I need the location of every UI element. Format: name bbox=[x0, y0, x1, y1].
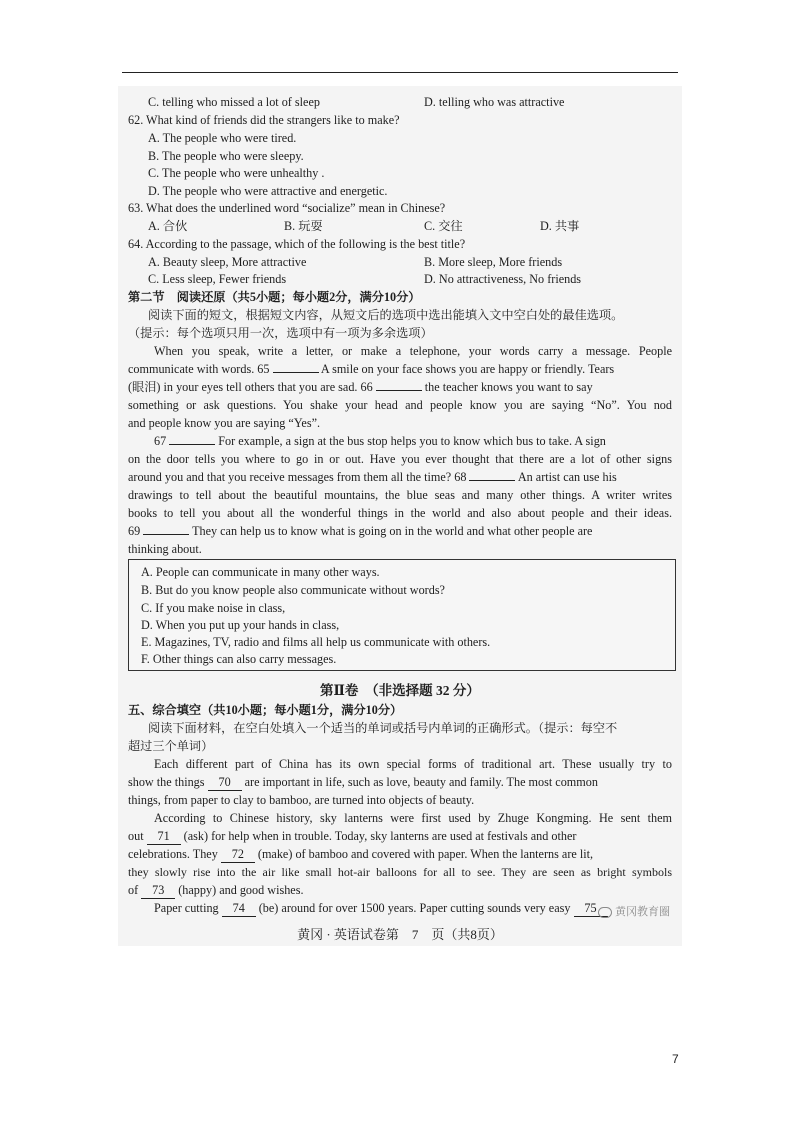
header-rule bbox=[122, 72, 678, 73]
option-b: B. But do you know people also communicate without words? bbox=[141, 583, 445, 597]
cloze-line: things, from paper to clay to bamboo, are turned into objects of beauty. bbox=[128, 793, 475, 807]
option-f: F. Other things can also carry messages. bbox=[141, 652, 337, 666]
passage-line: and people know you are saying “Yes”. bbox=[128, 416, 321, 430]
answer-blank-72[interactable]: 72 bbox=[221, 846, 255, 863]
passage-line: drawings to tell about the beautiful mountains, the blue seas and many other things. A writer writes bbox=[128, 488, 672, 502]
page-number: 7 bbox=[672, 1052, 679, 1066]
passage-line: around you and that you receive messages from them all the time? 68 An artist can use his bbox=[128, 470, 617, 484]
page-footer: 黄冈 · 英语试卷第 7 页（共8页） bbox=[297, 927, 503, 942]
q64-option-c: C. Less sleep, Fewer friends bbox=[148, 272, 287, 286]
cloze-line: of 73 (happy) and good wishes. bbox=[128, 883, 304, 897]
q62-option-b: B. The people who were sleepy. bbox=[148, 149, 304, 163]
answer-blank-68[interactable] bbox=[469, 480, 515, 481]
q63-option-c: C. 交往 bbox=[424, 219, 463, 233]
section2-heading: 第二节 阅读还原（共5小题；每小题2分，满分10分） bbox=[128, 290, 421, 304]
answer-blank-71[interactable]: 71 bbox=[147, 828, 181, 845]
answer-blank-73[interactable]: 73 bbox=[141, 882, 175, 899]
answer-blank-65[interactable] bbox=[273, 372, 319, 373]
q62-option-a: A. The people who were tired. bbox=[148, 131, 297, 145]
watermark: 黄冈教育圈 bbox=[598, 903, 670, 919]
q63-option-d: D. 共事 bbox=[540, 219, 580, 233]
q64-option-b: B. More sleep, More friends bbox=[424, 255, 563, 269]
option-a: A. People can communicate in many other ways. bbox=[141, 565, 380, 579]
q64-option-d: D. No attractiveness, No friends bbox=[424, 272, 582, 286]
option-c: C. If you make noise in class, bbox=[141, 601, 286, 615]
section5-heading: 五、综合填空（共10小题；每小题1分，满分10分） bbox=[128, 703, 403, 717]
cloze-line: According to Chinese history, sky lanterns were first used by Zhuge Kongming. He sent them bbox=[154, 811, 672, 825]
cloze-line: show the things 70 are important in life, such as love, beauty and family. The most common bbox=[128, 775, 598, 789]
passage-line: 69 They can help us to know what is going on in the world and what other people are bbox=[128, 524, 593, 538]
passage-line: 67 For example, a sign at the bus stop helps you to know which bus to take. A sign bbox=[154, 434, 606, 448]
answer-blank-74[interactable]: 74 bbox=[222, 900, 256, 917]
cloze-line: out 71 (ask) for help when in trouble. Today, sky lanterns are used at festivals and other bbox=[128, 829, 577, 843]
q62-option-d: D. The people who were attractive and energetic. bbox=[148, 184, 388, 198]
cloze-line: celebrations. They 72 (make) of bamboo and covered with paper. When the lanterns are lit, bbox=[128, 847, 594, 861]
passage-line: something or ask questions. You shake your head and people know you are saying “No”. You nod bbox=[128, 398, 672, 412]
answer-blank-75[interactable]: 75 bbox=[574, 900, 608, 917]
section5-instruction-cont: 超过三个单词） bbox=[128, 739, 214, 753]
answer-blank-70[interactable]: 70 bbox=[208, 774, 242, 791]
q61-option-d: D. telling who was attractive bbox=[424, 95, 565, 109]
option-e: E. Magazines, TV, radio and films all help us communicate with others. bbox=[141, 635, 491, 649]
section2-hint: （提示：每个选项只用一次，选项中有一项为多余选项） bbox=[128, 326, 433, 340]
q64-question: 64. According to the passage, which of the following is the best title? bbox=[128, 237, 466, 251]
options-box bbox=[128, 559, 676, 671]
answer-blank-69[interactable] bbox=[143, 534, 189, 535]
q63-option-a: A. 合伙 bbox=[148, 219, 188, 233]
q63-question: 63. What does the underlined word “socialize” mean in Chinese? bbox=[128, 201, 446, 215]
section2-instruction: 阅读下面的短文，根据短文内容，从短文后的选项中选出能填入文中空白处的最佳选项。 bbox=[148, 308, 624, 322]
q64-option-a: A. Beauty sleep, More attractive bbox=[148, 255, 307, 269]
passage-line: thinking about. bbox=[128, 542, 202, 556]
passage-line: When you speak, write a letter, or make a telephone, your words carry a message. People bbox=[154, 344, 672, 358]
passage-line: communicate with words. 65 A smile on your face shows you are happy or friendly. Tears bbox=[128, 362, 615, 376]
cloze-line: Paper cutting 74 (be) around for over 1500 years. Paper cutting sounds very easy 75 bbox=[154, 900, 608, 917]
q62-question: 62. What kind of friends did the strangers like to make? bbox=[128, 113, 400, 127]
passage-line: (眼泪) in your eyes tell others that you are sad. 66 the teacher knows you want to say bbox=[128, 380, 593, 394]
q62-option-c: C. The people who were unhealthy . bbox=[148, 166, 325, 180]
wechat-icon bbox=[598, 907, 612, 918]
q63-option-b: B. 玩耍 bbox=[284, 219, 323, 233]
answer-blank-66[interactable] bbox=[376, 390, 422, 391]
cloze-line: they slowly rise into the air like small hot-air balloons for all to see. They are seen as bright symbols bbox=[128, 865, 672, 879]
cloze-line: Each different part of China has its own special forms of traditional art. These usually try to bbox=[154, 757, 672, 771]
passage-line: on the door tells you where to go in or out. Have you ever thought that there are a lot of other signs bbox=[128, 452, 672, 466]
q61-option-c: C. telling who missed a lot of sleep bbox=[148, 95, 320, 109]
part2-title: 第Ⅱ卷 （非选择题 32 分） bbox=[320, 683, 480, 698]
answer-blank-67[interactable] bbox=[169, 444, 215, 445]
section5-instruction: 阅读下面材料，在空白处填入一个适当的单词或括号内单词的正确形式。（提示：每空不 bbox=[148, 721, 618, 735]
option-d: D. When you put up your hands in class, bbox=[141, 618, 340, 632]
passage-line: books to tell you about all the wonderful things in the world and also about people and their ideas. bbox=[128, 506, 672, 520]
